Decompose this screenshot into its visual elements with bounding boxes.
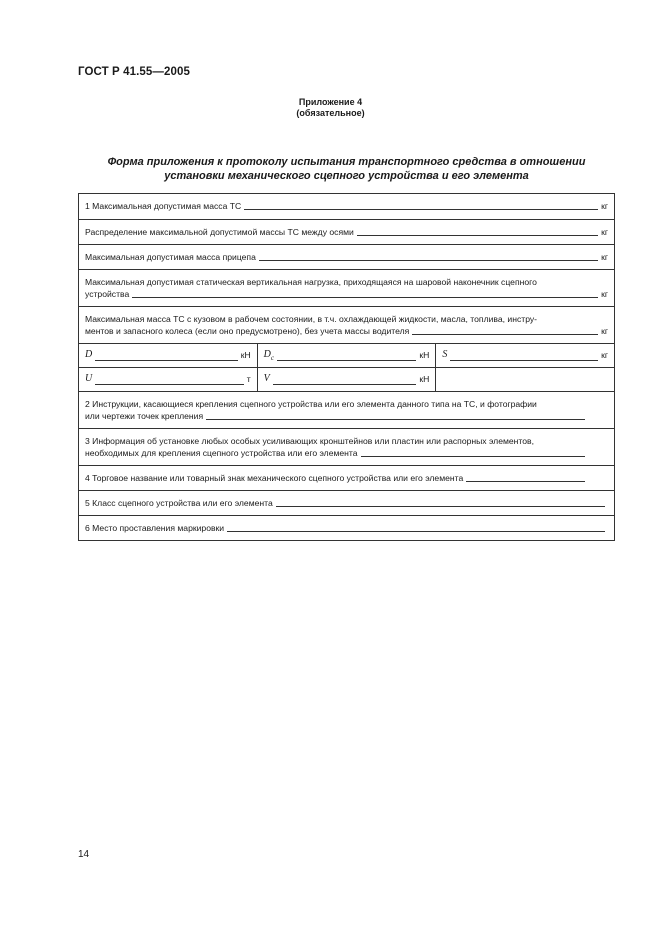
cell-s-unit: кг (601, 350, 609, 360)
row-marking-location-field[interactable] (227, 522, 605, 532)
cell-s (435, 344, 614, 367)
row-trade-name-label: 4 Торговое название или товарный знак механического сцепного устройства или его элемента (85, 473, 464, 483)
cell-s-field[interactable] (450, 358, 598, 361)
row-instructions (79, 391, 614, 428)
row-coupling-class-field[interactable] (276, 497, 605, 507)
row-trade-name-field[interactable] (466, 472, 585, 482)
row-trade-name (79, 465, 614, 490)
row-axle-distribution (79, 219, 614, 244)
cell-v-field[interactable] (273, 382, 417, 385)
row-kerb-mass-line1: Максимальная масса ТС с кузовом в рабочем состоянии, в т.ч. охлаждающей жидкости, масла, топлива, инстру- (85, 314, 538, 324)
row-max-mass-unit: кг (601, 201, 608, 211)
symbol-dc: $D_c$ (263, 349, 275, 362)
form-title-line1: Форма приложения к протоколу испытания транспортного средства в отношении (107, 156, 586, 168)
row-vertical-load-line2: устройства (85, 289, 130, 299)
cell-u-field[interactable] (95, 382, 244, 385)
annex-heading (0, 97, 661, 119)
row-max-mass-label: 1 Максимальная допустимая масса ТС (85, 201, 242, 211)
row-kerb-mass (79, 306, 614, 343)
form-title-line2: установки механического сцепного устройства и его элемента (164, 170, 529, 182)
cell-u (79, 368, 257, 391)
cell-empty (435, 368, 614, 391)
cell-d (79, 344, 257, 367)
row-coupling-class (79, 490, 614, 515)
cell-d-unit: кН (240, 350, 251, 360)
row-max-mass-field[interactable] (244, 200, 598, 210)
row-reinforcement-info (79, 428, 614, 465)
cell-dc-unit: кН (419, 350, 430, 360)
row-vertical-load-line1: Максимальная допустимая статическая вертикальная нагрузка, приходящаяся на шаровой наконечник сцепного (85, 277, 537, 287)
row-instructions-line2: или чертежи точек крепления (85, 411, 204, 421)
row-trailer-mass (79, 244, 614, 269)
row-axle-distribution-label: Распределение максимальной допустимой массы ТС между осями (85, 227, 354, 237)
row-trailer-mass-field[interactable] (259, 251, 598, 261)
cell-d-field[interactable] (95, 358, 237, 361)
grid-row-1 (79, 343, 614, 367)
form-title (78, 155, 615, 183)
row-reinforcement-line1: 3 Информация об установке любых особых усиливающих кронштейнов или пластин или распорных элементов, (85, 436, 534, 446)
row-marking-location-label: 6 Место проставления маркировки (85, 523, 225, 533)
row-max-mass (79, 194, 614, 219)
cell-u-unit: т (246, 374, 251, 384)
annex-title: Приложение 4 (298, 97, 363, 107)
row-instructions-line1: 2 Инструкции, касающиеся крепления сцепного устройства или его элемента данного типа на ТС, и фотографии (85, 399, 537, 409)
row-axle-distribution-field[interactable] (357, 226, 598, 236)
symbol-v: V (263, 373, 270, 384)
row-vertical-load-unit: кг (601, 289, 608, 299)
grid-row-2 (79, 367, 614, 391)
annex-status: (обязательное) (296, 108, 365, 118)
document-code: ГОСТ Р 41.55—2005 (78, 66, 190, 78)
row-kerb-mass-unit: кг (601, 326, 608, 336)
cell-v (257, 368, 436, 391)
row-coupling-class-label: 5 Класс сцепного устройства или его элемента (85, 498, 273, 508)
row-vertical-load (79, 269, 614, 306)
row-axle-distribution-unit: кг (601, 227, 608, 237)
row-trailer-mass-label: Максимальная допустимая масса прицепа (85, 252, 256, 262)
cell-dc-field[interactable] (277, 358, 416, 361)
row-trailer-mass-unit: кг (601, 252, 608, 262)
row-marking-location (79, 515, 614, 540)
row-instructions-field[interactable] (206, 410, 585, 420)
row-vertical-load-field[interactable] (132, 288, 598, 298)
annex-form-table (78, 193, 615, 541)
page-number: 14 (78, 849, 90, 860)
symbol-u: U (85, 373, 93, 384)
symbol-s: S (442, 349, 448, 360)
cell-dc (257, 344, 436, 367)
cell-v-unit: кН (419, 374, 430, 384)
row-reinforcement-field[interactable] (361, 447, 585, 457)
row-kerb-mass-line2: ментов и запасного колеса (если оно предусмотрено), без учета массы водителя (85, 326, 410, 336)
symbol-d: D (85, 349, 93, 360)
row-reinforcement-line2: необходимых для крепления сцепного устройства или его элемента (85, 448, 358, 458)
row-kerb-mass-field[interactable] (412, 325, 598, 335)
